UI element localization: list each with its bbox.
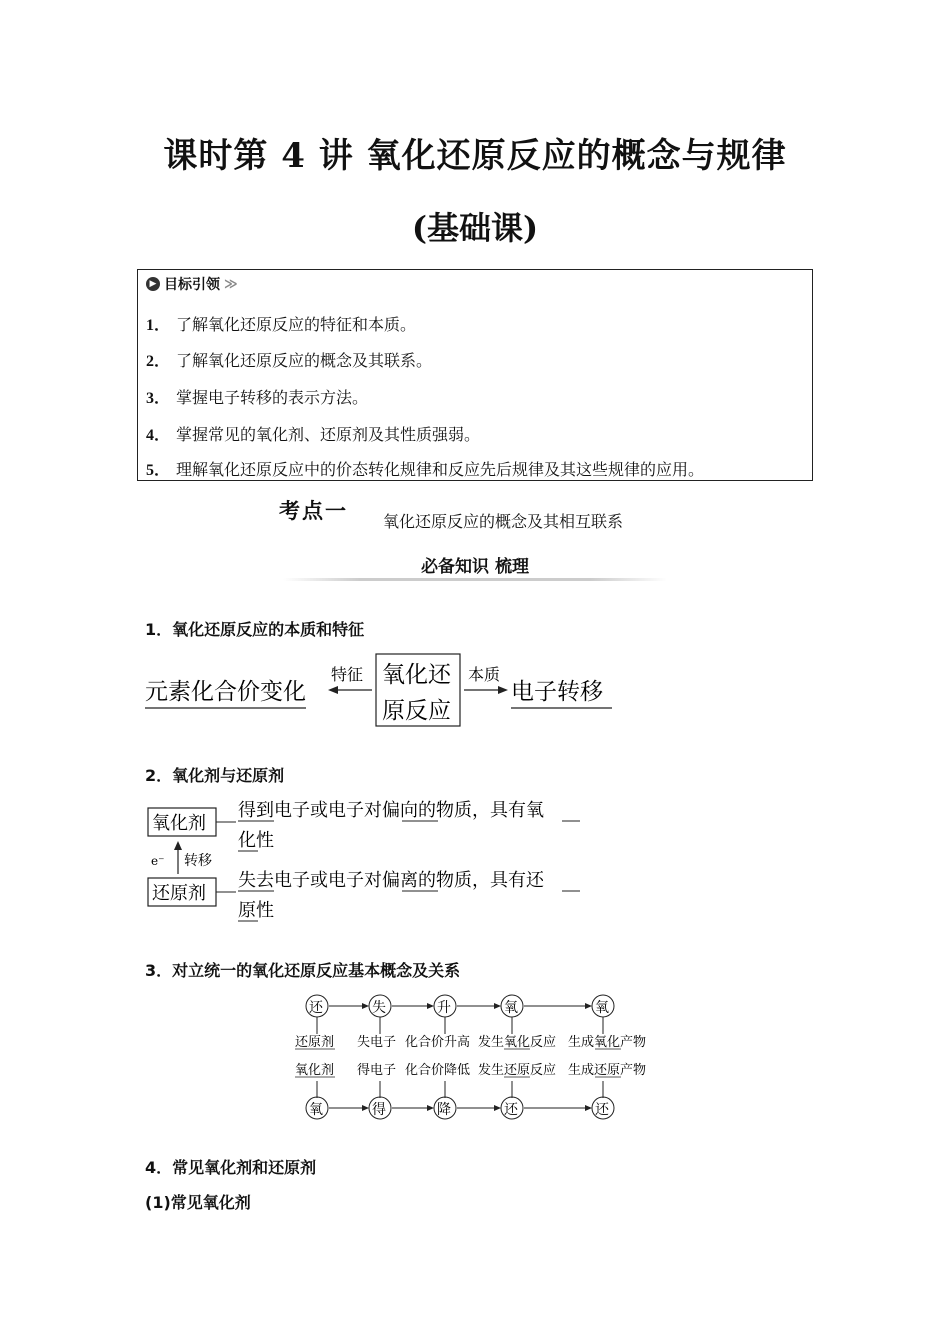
- section4-heading: 4．常见氧化剂和还原剂: [145, 1158, 317, 1177]
- top-circle-3: 升: [437, 1000, 451, 1016]
- double-chevron-icon: ≫: [224, 276, 238, 292]
- top-label-2: 失电子: [357, 1035, 397, 1050]
- kaodian-label: 考点一: [279, 499, 348, 523]
- bottom-label-4: 发生还原反应: [478, 1063, 557, 1078]
- right-arrow-label: 本质: [468, 665, 501, 684]
- right-text: 电子转移: [511, 679, 603, 705]
- bottom-circle-2: 得: [372, 1102, 386, 1118]
- bottom-label-1: 氧化剂: [295, 1063, 335, 1078]
- goal-item: 1． 了解氧化还原反应的特征和本质。: [146, 315, 417, 334]
- bottom-circle-5: 还: [595, 1102, 609, 1118]
- bottom-label-5: 生成还原产物: [568, 1063, 647, 1078]
- play-icon: ▶: [146, 277, 160, 291]
- section4-subheading: (1)常见氧化剂: [145, 1193, 251, 1212]
- top-circle-1: 还: [309, 1000, 323, 1016]
- reductant-desc-2: 原性: [238, 900, 274, 921]
- transfer-label: 转移: [184, 853, 212, 869]
- goals-header-label: 目标引领: [164, 277, 220, 293]
- bottom-circle-4: 还: [504, 1102, 518, 1118]
- essence-diagram: [140, 650, 630, 732]
- bottom-circle-1: 氧: [309, 1102, 323, 1118]
- electron-label: e⁻: [151, 854, 165, 868]
- section3-heading: 3．对立统一的氧化还原反应基本概念及关系: [145, 961, 461, 980]
- section2-heading: 2．氧化剂与还原剂: [145, 766, 285, 785]
- top-label-1: 还原剂: [295, 1035, 335, 1050]
- concept-relation-diagram: [285, 988, 665, 1120]
- center-line1: 氧化还: [382, 662, 451, 688]
- section-subhead: 必备知识 梳理: [421, 557, 529, 577]
- top-label-5: 生成氧化产物: [568, 1035, 647, 1050]
- goal-item: 2． 了解氧化还原反应的概念及其联系。: [146, 351, 433, 370]
- page-subtitle: (基础课): [411, 209, 539, 247]
- top-label-3: 化合价升高: [405, 1035, 471, 1050]
- goal-item: 3． 掌握电子转移的表示方法。: [146, 388, 369, 407]
- top-circle-2: 失: [372, 1000, 386, 1016]
- top-circle-5: 氧: [595, 1000, 609, 1016]
- agent-diagram: [140, 794, 600, 924]
- left-text: 元素化合价变化: [145, 679, 306, 705]
- center-line2: 原反应: [382, 698, 451, 724]
- goal-item: 5． 理解氧化还原反应中的价态转化规律和反应先后规律及其这些规律的应用。: [146, 460, 705, 479]
- bottom-label-2: 得电子: [357, 1063, 397, 1078]
- page-title: 课时第 4 讲 氧化还原反应的概念与规律: [163, 136, 787, 176]
- goal-item: 4． 掌握常见的氧化剂、还原剂及其性质强弱。: [146, 425, 481, 444]
- left-arrow-label: 特征: [331, 665, 364, 684]
- bottom-circle-3: 降: [437, 1102, 451, 1118]
- subhead-divider: [283, 578, 667, 581]
- oxidant-desc-2: 化性: [238, 830, 274, 851]
- top-label-4: 发生氧化反应: [478, 1035, 557, 1050]
- section1-heading: 1．氧化还原反应的本质和特征: [145, 620, 365, 639]
- reductant-label: 还原剂: [152, 883, 206, 904]
- oxidant-desc-1: 得到电子或电子对偏向的物质，具有氧: [238, 800, 544, 821]
- goals-box: [137, 269, 813, 481]
- reductant-desc-1: 失去电子或电子对偏离的物质，具有还: [238, 870, 544, 891]
- kaodian-title: 氧化还原反应的概念及其相互联系: [383, 512, 624, 531]
- oxidant-label: 氧化剂: [152, 813, 206, 834]
- bottom-label-3: 化合价降低: [405, 1063, 471, 1078]
- goals-header: [146, 274, 238, 294]
- top-circle-4: 氧: [504, 1000, 518, 1016]
